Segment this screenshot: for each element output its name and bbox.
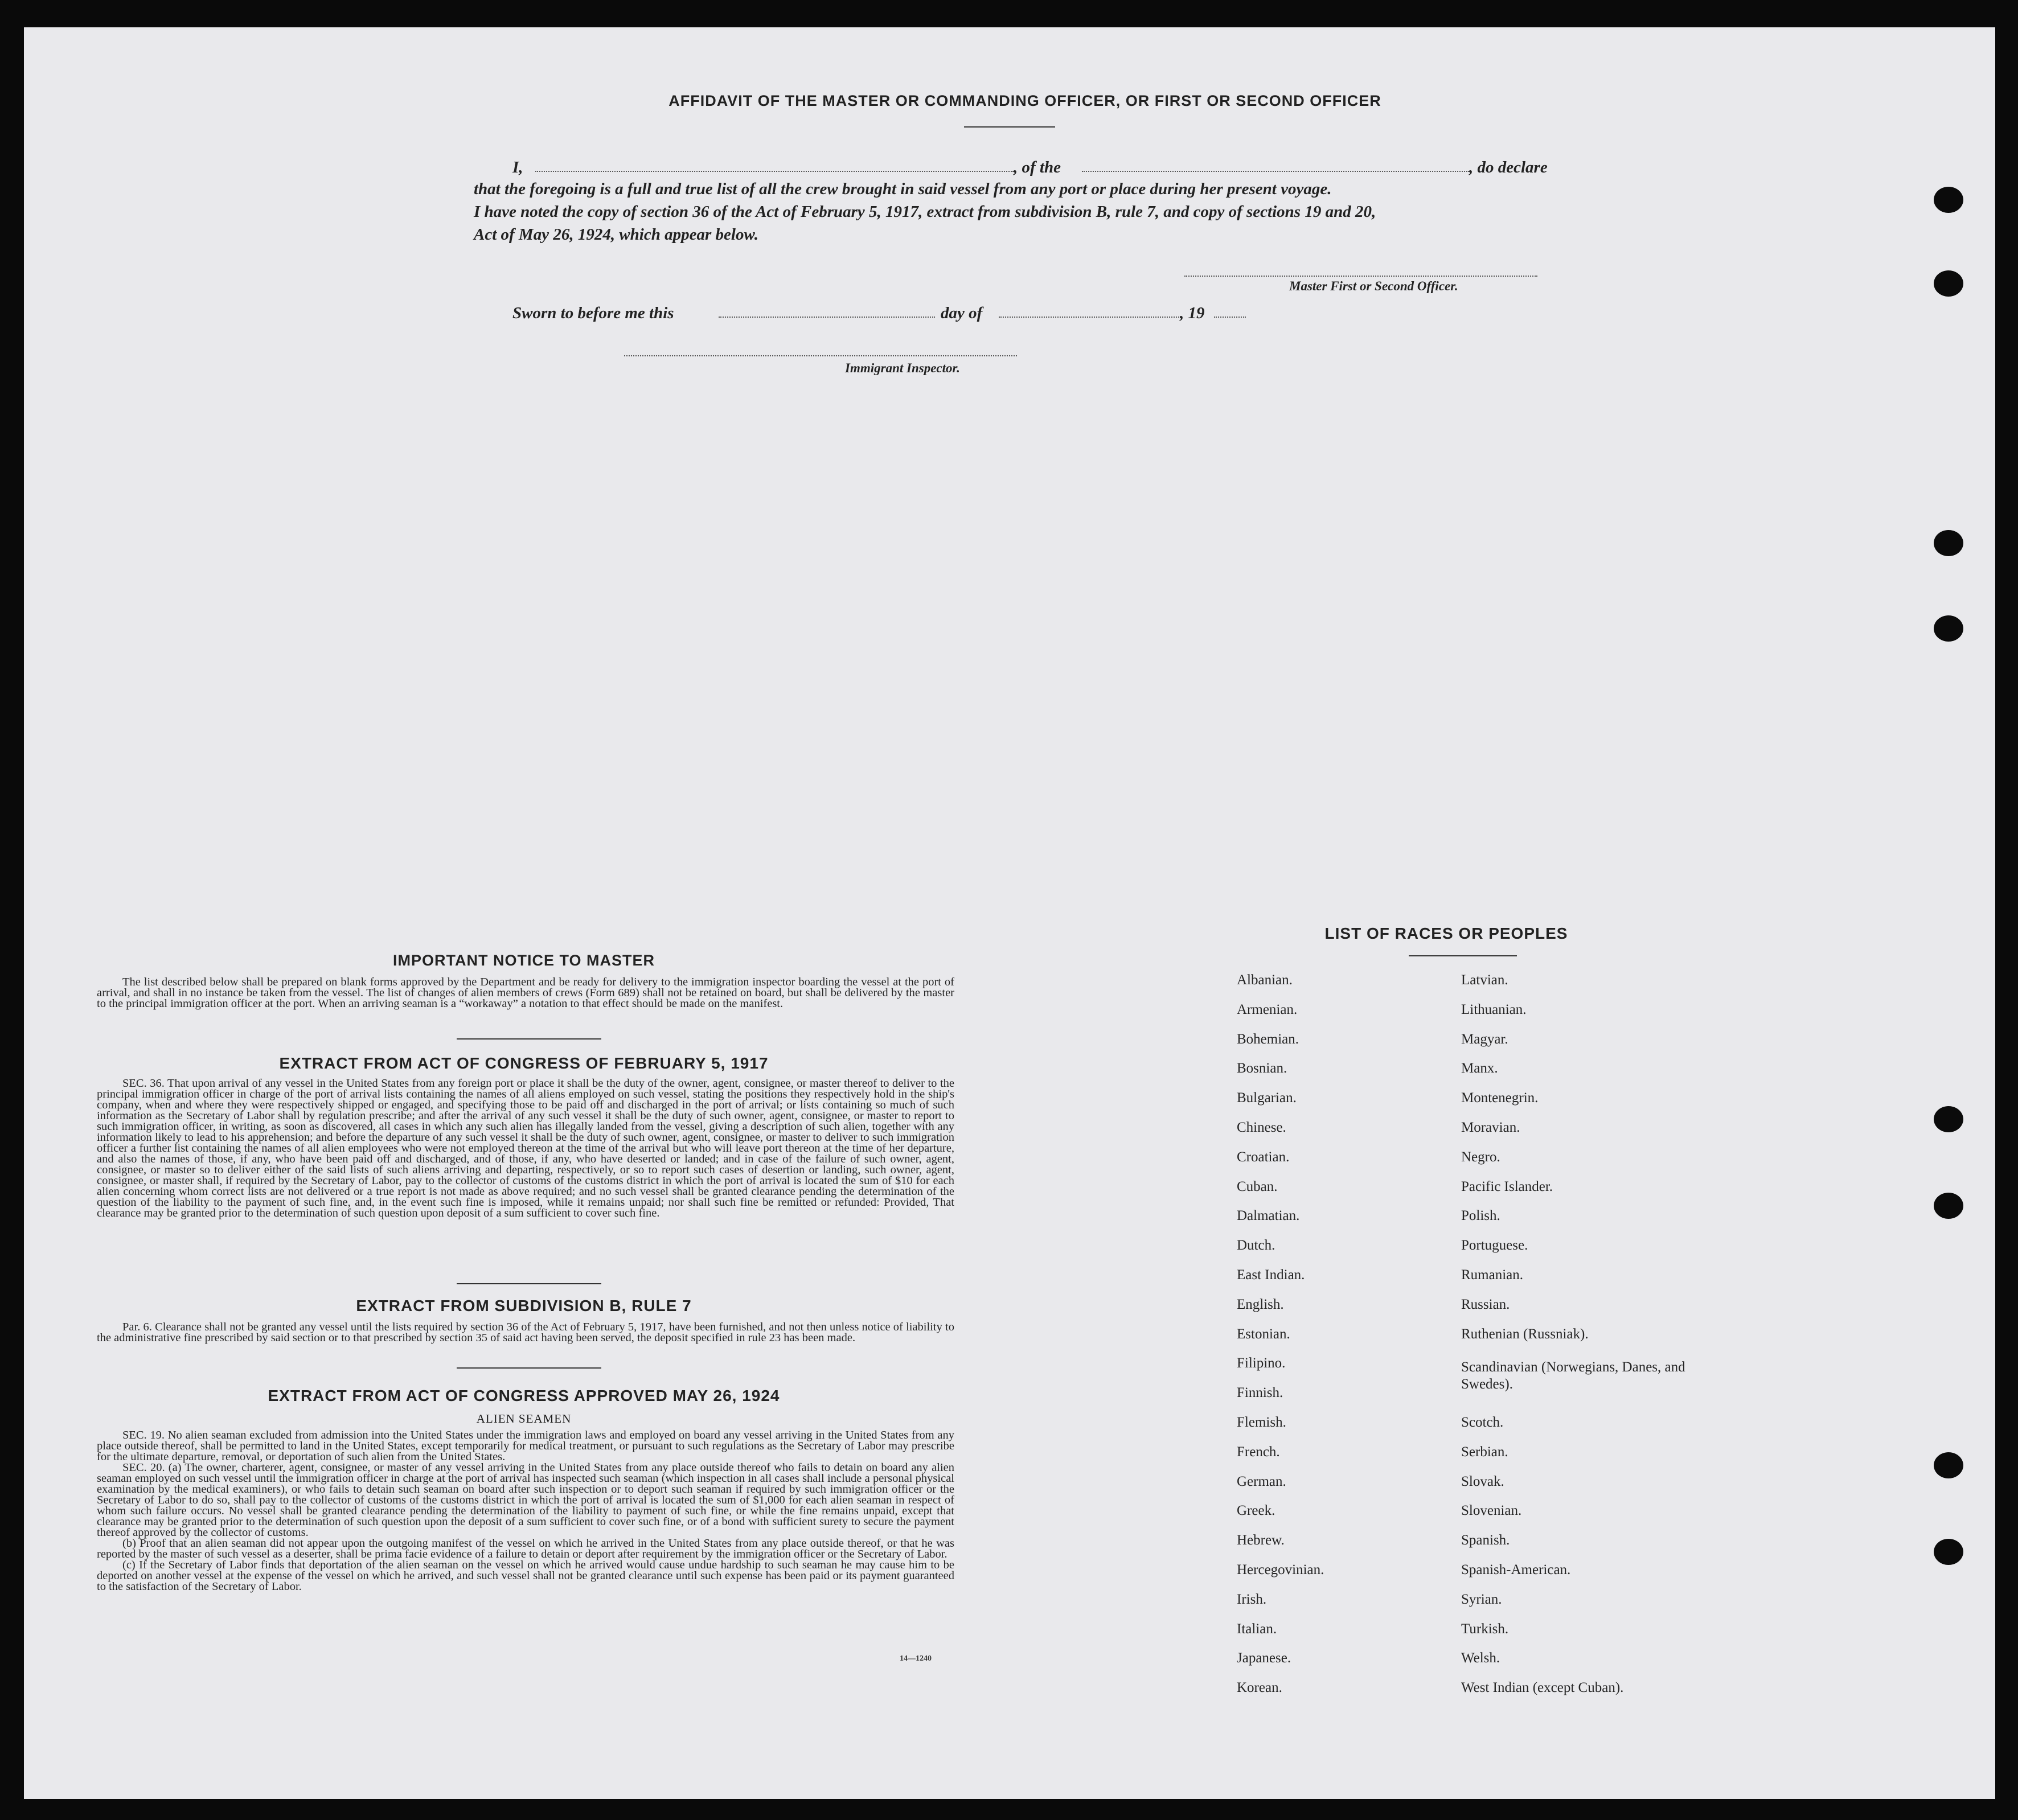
sworn-day-field[interactable] <box>719 317 935 318</box>
sworn-line <box>512 302 1310 324</box>
race-item: Bohemian. <box>1237 1031 1299 1047</box>
binder-hole <box>1934 1106 1963 1132</box>
day-of-text: day of <box>941 304 983 322</box>
race-item: Polish. <box>1461 1208 1500 1224</box>
inspector-signature-field[interactable] <box>624 355 1017 356</box>
binder-hole <box>1934 615 1963 642</box>
sec-20b-paragraph: (b) Proof that an alien seaman did not appear upon the outgoing manifest of the vessel on which he arrived in the United States from any place outside thereof, or that he was reported by the master of such vessel as a deserter, shall be prima facie evidence of a failure to detain or deport after requirement by the immigration officer or the Secretary of Labor. <box>97 1537 954 1560</box>
race-item: Pacific Islander. <box>1461 1178 1553 1194</box>
affidavit-line-1 <box>512 156 1560 179</box>
race-item: Slovenian. <box>1461 1503 1522 1519</box>
race-item: Slovak. <box>1461 1473 1504 1489</box>
race-item: Cuban. <box>1237 1178 1278 1194</box>
races-divider <box>1409 955 1517 956</box>
extract-rule7-body <box>97 1322 954 1344</box>
master-signature-field[interactable] <box>1184 276 1537 277</box>
race-item: Montenegrin. <box>1461 1090 1539 1106</box>
race-item: Serbian. <box>1461 1444 1508 1460</box>
race-item: East Indian. <box>1237 1267 1305 1283</box>
race-item: German. <box>1237 1473 1286 1489</box>
extract-1917-title: EXTRACT FROM ACT OF CONGRESS OF FEBRUARY 5, 1917 <box>279 1054 769 1072</box>
race-item: Bulgarian. <box>1237 1090 1297 1106</box>
race-item: Turkish. <box>1461 1621 1509 1637</box>
affidavit-line-4: Act of May 26, 1924, which appear below. <box>474 225 758 244</box>
race-item: West Indian (except Cuban). <box>1461 1680 1624 1696</box>
vessel-field[interactable] <box>1082 171 1469 172</box>
race-item: Japanese. <box>1237 1650 1291 1666</box>
affidavit-of-the: , of the <box>1014 158 1061 176</box>
race-item: Estonian. <box>1237 1326 1290 1342</box>
race-item: Spanish. <box>1461 1533 1510 1548</box>
binder-hole <box>1934 187 1963 213</box>
race-item: Dalmatian. <box>1237 1208 1300 1224</box>
inspector-caption: Immigrant Inspector. <box>845 361 960 375</box>
section-divider <box>457 1367 601 1369</box>
binder-hole <box>1934 530 1963 556</box>
sworn-text: Sworn to before me this <box>512 304 674 322</box>
name-field[interactable] <box>535 171 1014 172</box>
race-item: Finnish. <box>1237 1385 1283 1401</box>
sworn-year-field[interactable] <box>1214 317 1246 318</box>
race-item: Irish. <box>1237 1591 1267 1607</box>
notice-title: IMPORTANT NOTICE TO MASTER <box>393 952 655 969</box>
race-item: Hercegovinian. <box>1237 1562 1324 1577</box>
extract-1924-title: EXTRACT FROM ACT OF CONGRESS APPROVED MAY 26, 1924 <box>268 1387 780 1404</box>
binder-hole <box>1934 1539 1963 1565</box>
race-item: Armenian. <box>1237 1001 1298 1017</box>
race-item: Chinese. <box>1237 1120 1286 1135</box>
sec-36-paragraph: SEC. 36. That upon arrival of any vessel in the United States from any foreign port or place it shall be the duty of the owner, agent, consignee, or master thereof to deliver to the principal immigration officer in charge of the port of arrival lists containing the names of all aliens employed on such vessel, stating the positions they respectively hold in the ship's company, when and where they were respectively shipped or engaged, and specifying those to be paid off and discharged in the port of arrival; or lists containing so much of such information as the Secretary of Labor shall by regulation prescribe; and after the arrival of any such vessel it shall be the duty of such owner, agent, consignee, or master to report to such immigration officer, in writing, as soon as discovered, all cases in which any such alien has illegally landed from the vessel, giving a description of such alien, together with any information likely to lead to his apprehension; and before the departure of any such vessel it shall be the duty of such owner, agent, consignee, or master to deliver to such immigration officer a further list containing the names of all alien employees who were not employed thereon at the time of the arrival but who will leave port thereon at the time of her departure, and also the names of those, if any, who have been paid off and discharged, and of those, if any, who have deserted or landed; and in case of the failure of such owner, agent, consignee, or master so to deliver either of the said lists of such aliens arriving and departing, respectively, or so to report such cases of desertion or landing, such owner, agent, consignee, or master shall, if required by the Secretary of Labor, pay to the collector of customs of the customs district in which the port of arrival is located the sum of $10 for each alien concerning whom correct lists are not delivered or a true report is not made as above required; and no such vessel shall be granted clearance pending the determination of the question of the liability to the payment of such fine, and, in the event such fine is imposed, while it remains unpaid; nor shall such fine be remitted or refunded: Provided, That clearance may be granted prior to the determination of such question upon deposit of a sum sufficient to cover such fine. <box>97 1077 954 1219</box>
race-item: Italian. <box>1237 1621 1277 1637</box>
race-item: Rumanian. <box>1461 1267 1524 1283</box>
races-title: LIST OF RACES OR PEOPLES <box>1324 925 1568 942</box>
race-item: Filipino. <box>1237 1355 1286 1371</box>
race-item: Korean. <box>1237 1680 1282 1696</box>
race-item: Croatian. <box>1237 1149 1290 1165</box>
race-item: Russian. <box>1461 1296 1510 1312</box>
extract-1917-body <box>97 1078 954 1219</box>
race-item: English. <box>1237 1296 1284 1312</box>
year-prefix: , 19 <box>1180 304 1205 322</box>
affidavit-line-2: that the foregoing is a full and true list of all the crew brought in said vessel from any port or place during her present voyage. <box>474 180 1332 198</box>
race-item: Moravian. <box>1461 1120 1520 1135</box>
race-item: Scotch. <box>1461 1415 1504 1430</box>
race-item: Hebrew. <box>1237 1533 1285 1548</box>
affidavit-i: I, <box>512 158 523 176</box>
race-item: Greek. <box>1237 1503 1275 1519</box>
race-item: French. <box>1237 1444 1280 1460</box>
sec-20c-paragraph: (c) If the Secretary of Labor finds that deportation of the alien seaman on the vessel on which he arrived would cause undue hardship to such seaman he may cause him to be deported on another vessel at the expense of the vessel on which he arrived, and such vessel shall not be granted clearance until such expense has been paid or its payment guaranteed to the satisfaction of the Secretary of Labor. <box>97 1559 954 1593</box>
race-item: Syrian. <box>1461 1591 1502 1607</box>
extract-rule7-title: EXTRACT FROM SUBDIVISION B, RULE 7 <box>356 1297 692 1314</box>
notice-body <box>97 977 954 1009</box>
title-divider <box>964 126 1055 128</box>
race-item: Magyar. <box>1461 1031 1508 1047</box>
sworn-month-field[interactable] <box>999 317 1181 318</box>
par-6-paragraph: Par. 6. Clearance shall not be granted any vessel until the lists required by section 36 of the Act of February 5, 1917, have been furnished, and not then unless notice of liability to the administrative fine prescribed by said section or to that prescribed by section 35 of said act having been served, the deposit specified in rule 23 has been made. <box>97 1321 954 1344</box>
race-item: Dutch. <box>1237 1238 1275 1254</box>
race-item: Negro. <box>1461 1149 1500 1165</box>
race-item: Welsh. <box>1461 1650 1500 1666</box>
race-item: Manx. <box>1461 1061 1498 1077</box>
affidavit-title: AFFIDAVIT OF THE MASTER OR COMMANDING OFFICER, OR FIRST OR SECOND OFFICER <box>668 92 1381 109</box>
section-divider <box>457 1283 601 1284</box>
notice-paragraph: The list described below shall be prepared on blank forms approved by the Department and be ready for delivery to the immigration inspector boarding the vessel at the port of arrival, and shall in no instance be taken from the vessel. The list of changes of alien members of crews (Form 689) shall not be retained on board, but shall be delivered by the master to the principal immigration officer at the port. When an arriving seaman is a “workaway” a notation to that effect should be made on the manifest. <box>97 976 954 1010</box>
binder-hole <box>1934 1452 1963 1478</box>
extract-1924-body <box>97 1430 954 1592</box>
race-item: Portuguese. <box>1461 1238 1528 1254</box>
section-divider <box>457 1038 601 1040</box>
race-item: Albanian. <box>1237 972 1293 988</box>
race-item: Bosnian. <box>1237 1061 1287 1077</box>
alien-seamen-subtitle: ALIEN SEAMEN <box>476 1412 572 1425</box>
race-item: Scandinavian (Norwegians, Danes, and Swedes). <box>1461 1359 1685 1392</box>
master-signature-caption: Master First or Second Officer. <box>1289 279 1458 293</box>
race-item: Ruthenian (Russniak). <box>1461 1326 1589 1342</box>
binder-hole <box>1934 1193 1963 1219</box>
race-item: Lithuanian. <box>1461 1001 1527 1017</box>
form-number: 14—1240 <box>900 1654 932 1663</box>
affidavit-line-3: I have noted the copy of section 36 of the Act of February 5, 1917, extract from subdivision B, rule 7, and copy of sections 19 and 20, <box>474 203 1376 221</box>
race-item: Latvian. <box>1461 972 1508 988</box>
sec-20a-paragraph: SEC. 20. (a) The owner, charterer, agent, consignee, or master of any vessel arriving in the United States from any place outside thereof who fails to detain on board any alien seaman employed on such vessel until the immigration officer in charge at the port of arrival has inspected such seaman (which inspection in all cases shall include a personal physical examination by the medical examiners), or who fails to detain such seaman on board after such inspection or to deport such seaman if required by such immigration officer or the Secretary of Labor to do so, shall pay to the collector of customs of the customs district in which the port of arrival is located the sum of $1,000 for each alien seaman in respect of whom such failure occurs. No vessel shall be granted clearance pending the determination of the liability to payment of such fine, or while the fine remains unpaid, except that clearance may be granted prior to the determination of such question upon the deposit of a sum sufficient to cover such fine, or of a bond with sufficient surety to secure the payment thereof approved by the collector of customs. <box>97 1461 954 1539</box>
sec-19-paragraph: SEC. 19. No alien seaman excluded from admission into the United States under the immigration laws and employed on board any vessel arriving in the United States from any place outside thereof, shall be permitted to land in the United States, except temporarily for medical treatment, or pursuant to such regulations as the Secretary of Labor may prescribe for the ultimate departure, removal, or deportation of such alien from the United States. <box>97 1429 954 1463</box>
affidavit-do-declare: , do declare <box>1469 158 1548 176</box>
binder-hole <box>1934 270 1963 297</box>
race-item: Spanish-American. <box>1461 1562 1571 1577</box>
race-item: Flemish. <box>1237 1415 1286 1430</box>
